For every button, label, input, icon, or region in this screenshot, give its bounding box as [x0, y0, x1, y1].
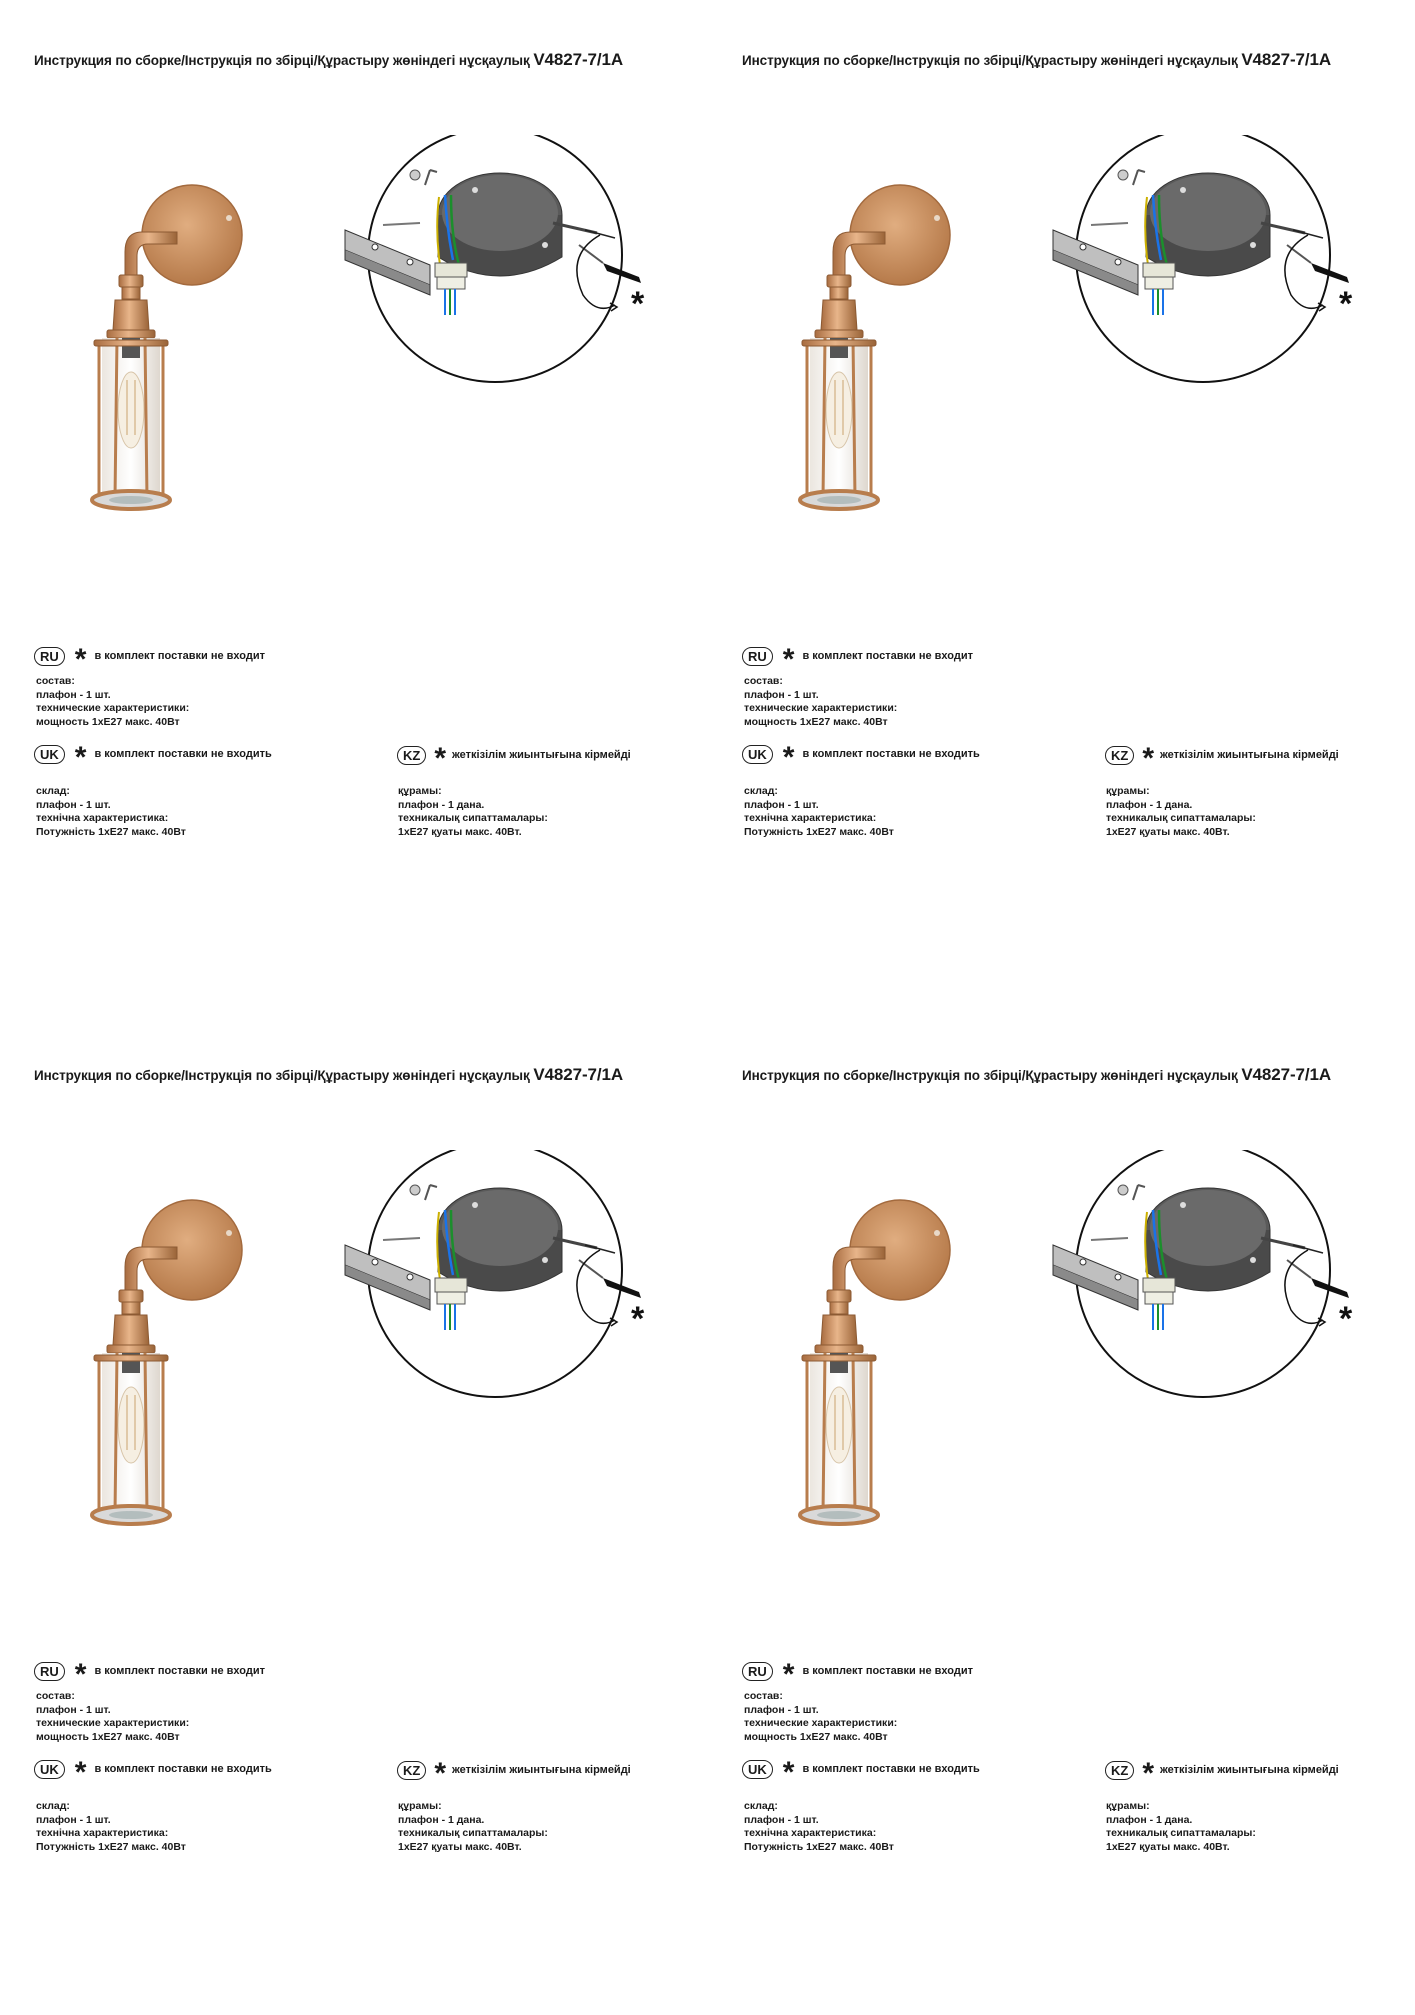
- uk-spec: [36, 785, 186, 839]
- spec-line: техникалық сипаттамалары:: [398, 1827, 548, 1839]
- kz-badge: KZ: [397, 1761, 426, 1780]
- spec-line: Потужність 1хЕ27 макс. 40Вт: [744, 825, 894, 838]
- kz-spec: [398, 1800, 548, 1854]
- asterisk-icon: *: [1142, 1757, 1155, 1790]
- ru-note: в комплект поставки не входит: [802, 1665, 973, 1677]
- spec-line: технічна характеристика:: [744, 1827, 877, 1839]
- asterisk-icon: *: [74, 1658, 87, 1691]
- spec-line: технічна характеристика:: [36, 812, 169, 824]
- spec-line: состав:: [36, 675, 75, 687]
- uk-heading: [34, 741, 272, 774]
- spec-line: состав:: [744, 1690, 783, 1702]
- ru-note: в комплект поставки не входит: [94, 650, 265, 662]
- instruction-sheet: [708, 0, 1415, 1000]
- uk-badge: UK: [742, 745, 773, 764]
- title-text: Инструкция по сборке/Інструкція по збірці/Құрастыру жөніндегі нұсқаулық: [742, 53, 1238, 68]
- uk-heading: [742, 1756, 980, 1789]
- kz-heading: [1105, 742, 1339, 775]
- spec-line: Потужність 1хЕ27 макс. 40Вт: [36, 1840, 186, 1853]
- spec-line: состав:: [744, 675, 783, 687]
- spec-line: мощность 1хЕ27 макс. 40Вт: [36, 715, 180, 728]
- kz-heading: [1105, 1757, 1339, 1790]
- spec-line: плафон - 1 шт.: [36, 1703, 111, 1716]
- kz-note: жеткізілім жиынтығына кірмейді: [452, 749, 631, 761]
- kz-heading: [397, 1757, 631, 1790]
- spec-line: плафон - 1 шт.: [36, 1813, 111, 1826]
- ru-spec: [36, 675, 189, 729]
- uk-badge: UK: [742, 1760, 773, 1779]
- sheet-title: [742, 50, 1331, 70]
- wall-lamp-illustration: [82, 180, 272, 520]
- kz-spec: [1106, 785, 1256, 839]
- asterisk-icon: *: [782, 1658, 795, 1691]
- uk-note: в комплект поставки не входить: [802, 1763, 980, 1775]
- model-number: V4827-7/1A: [533, 50, 624, 69]
- model-number: V4827-7/1A: [1241, 1065, 1332, 1084]
- sheet-title: [34, 1065, 623, 1085]
- kz-note: жеткізілім жиынтығына кірмейді: [452, 1764, 631, 1776]
- kz-badge: KZ: [1105, 1761, 1134, 1780]
- instruction-sheet: [0, 0, 708, 1000]
- ru-badge: RU: [34, 647, 65, 666]
- svg-text:*: *: [1339, 285, 1353, 323]
- uk-badge: UK: [34, 745, 65, 764]
- spec-line: техникалық сипаттамалары:: [398, 812, 548, 824]
- kz-badge: KZ: [397, 746, 426, 765]
- spec-line: плафон - 1 дана.: [398, 1813, 485, 1826]
- asterisk-icon: *: [1142, 742, 1155, 775]
- spec-line: құрамы:: [398, 785, 442, 797]
- spec-line: 1хЕ27 қуаты макс. 40Вт.: [398, 1840, 522, 1853]
- svg-text:*: *: [1339, 1300, 1353, 1338]
- asterisk-icon: *: [74, 643, 87, 676]
- uk-note: в комплект поставки не входить: [94, 1763, 272, 1775]
- spec-line: склад:: [36, 1800, 70, 1812]
- spec-line: техникалық сипаттамалары:: [1106, 1827, 1256, 1839]
- spec-line: мощность 1хЕ27 макс. 40Вт: [744, 1730, 888, 1743]
- sheet-title: [742, 1065, 1331, 1085]
- spec-line: мощность 1хЕ27 макс. 40Вт: [744, 715, 888, 728]
- spec-line: құрамы:: [1106, 785, 1150, 797]
- mounting-detail-diagram: [1043, 135, 1378, 385]
- spec-line: плафон - 1 шт.: [744, 1703, 819, 1716]
- ru-spec: [744, 675, 897, 729]
- kz-note: жеткізілім жиынтығына кірмейді: [1160, 1764, 1339, 1776]
- wall-lamp-illustration: [790, 180, 980, 520]
- instruction-sheet: [708, 1015, 1415, 2015]
- sheet-title: [34, 50, 623, 70]
- svg-text:*: *: [631, 285, 645, 323]
- uk-note: в комплект поставки не входить: [802, 748, 980, 760]
- spec-line: плафон - 1 дана.: [1106, 1813, 1193, 1826]
- uk-spec: [36, 1800, 186, 1854]
- spec-line: плафон - 1 шт.: [744, 798, 819, 811]
- spec-line: плафон - 1 шт.: [744, 1813, 819, 1826]
- asterisk-icon: *: [74, 741, 87, 774]
- uk-badge: UK: [34, 1760, 65, 1779]
- spec-line: склад:: [744, 1800, 778, 1812]
- spec-line: технические характеристики:: [36, 702, 190, 714]
- spec-line: 1хЕ27 қуаты макс. 40Вт.: [1106, 825, 1230, 838]
- spec-line: плафон - 1 шт.: [36, 798, 111, 811]
- ru-note: в комплект поставки не входит: [94, 1665, 265, 1677]
- spec-line: плафон - 1 дана.: [1106, 798, 1193, 811]
- spec-line: мощность 1хЕ27 макс. 40Вт: [36, 1730, 180, 1743]
- ru-badge: RU: [34, 1662, 65, 1681]
- title-text: Инструкция по сборке/Інструкція по збірці/Құрастыру жөніндегі нұсқаулық: [34, 53, 530, 68]
- mounting-detail-diagram: [335, 1150, 670, 1400]
- spec-line: технические характеристики:: [744, 702, 898, 714]
- uk-spec: [744, 785, 894, 839]
- kz-badge: KZ: [1105, 746, 1134, 765]
- kz-spec: [1106, 1800, 1256, 1854]
- ru-badge: RU: [742, 1662, 773, 1681]
- spec-line: склад:: [744, 785, 778, 797]
- spec-line: 1хЕ27 қуаты макс. 40Вт.: [1106, 1840, 1230, 1853]
- spec-line: Потужність 1хЕ27 макс. 40Вт: [36, 825, 186, 838]
- asterisk-icon: *: [782, 643, 795, 676]
- spec-line: 1хЕ27 қуаты макс. 40Вт.: [398, 825, 522, 838]
- spec-line: Потужність 1хЕ27 макс. 40Вт: [744, 1840, 894, 1853]
- spec-line: құрамы:: [398, 1800, 442, 1812]
- title-text: Инструкция по сборке/Інструкція по збірці/Құрастыру жөніндегі нұсқаулық: [34, 1068, 530, 1083]
- uk-heading: [34, 1756, 272, 1789]
- spec-line: плафон - 1 шт.: [36, 688, 111, 701]
- asterisk-icon: *: [74, 1756, 87, 1789]
- spec-line: технические характеристики:: [36, 1717, 190, 1729]
- ru-spec: [744, 1690, 897, 1744]
- mounting-detail-diagram: [335, 135, 670, 385]
- wall-lamp-illustration: [790, 1195, 980, 1535]
- kz-note: жеткізілім жиынтығына кірмейді: [1160, 749, 1339, 761]
- asterisk-icon: *: [434, 742, 447, 775]
- ru-heading: [34, 643, 265, 676]
- uk-spec: [744, 1800, 894, 1854]
- title-text: Инструкция по сборке/Інструкція по збірці/Құрастыру жөніндегі нұсқаулық: [742, 1068, 1238, 1083]
- wall-lamp-illustration: [82, 1195, 272, 1535]
- ru-badge: RU: [742, 647, 773, 666]
- mounting-detail-diagram: [1043, 1150, 1378, 1400]
- ru-note: в комплект поставки не входит: [802, 650, 973, 662]
- spec-line: құрамы:: [1106, 1800, 1150, 1812]
- kz-heading: [397, 742, 631, 775]
- ru-spec: [36, 1690, 189, 1744]
- ru-heading: [34, 1658, 265, 1691]
- asterisk-icon: *: [434, 1757, 447, 1790]
- svg-text:*: *: [631, 1300, 645, 1338]
- spec-line: состав:: [36, 1690, 75, 1702]
- ru-heading: [742, 643, 973, 676]
- uk-heading: [742, 741, 980, 774]
- instruction-sheet: [0, 1015, 708, 2015]
- kz-spec: [398, 785, 548, 839]
- asterisk-icon: *: [782, 1756, 795, 1789]
- spec-line: технічна характеристика:: [36, 1827, 169, 1839]
- spec-line: техникалық сипаттамалары:: [1106, 812, 1256, 824]
- model-number: V4827-7/1A: [533, 1065, 624, 1084]
- spec-line: технічна характеристика:: [744, 812, 877, 824]
- spec-line: технические характеристики:: [744, 1717, 898, 1729]
- spec-line: склад:: [36, 785, 70, 797]
- spec-line: плафон - 1 дана.: [398, 798, 485, 811]
- asterisk-icon: *: [782, 741, 795, 774]
- model-number: V4827-7/1A: [1241, 50, 1332, 69]
- ru-heading: [742, 1658, 973, 1691]
- uk-note: в комплект поставки не входить: [94, 748, 272, 760]
- spec-line: плафон - 1 шт.: [744, 688, 819, 701]
